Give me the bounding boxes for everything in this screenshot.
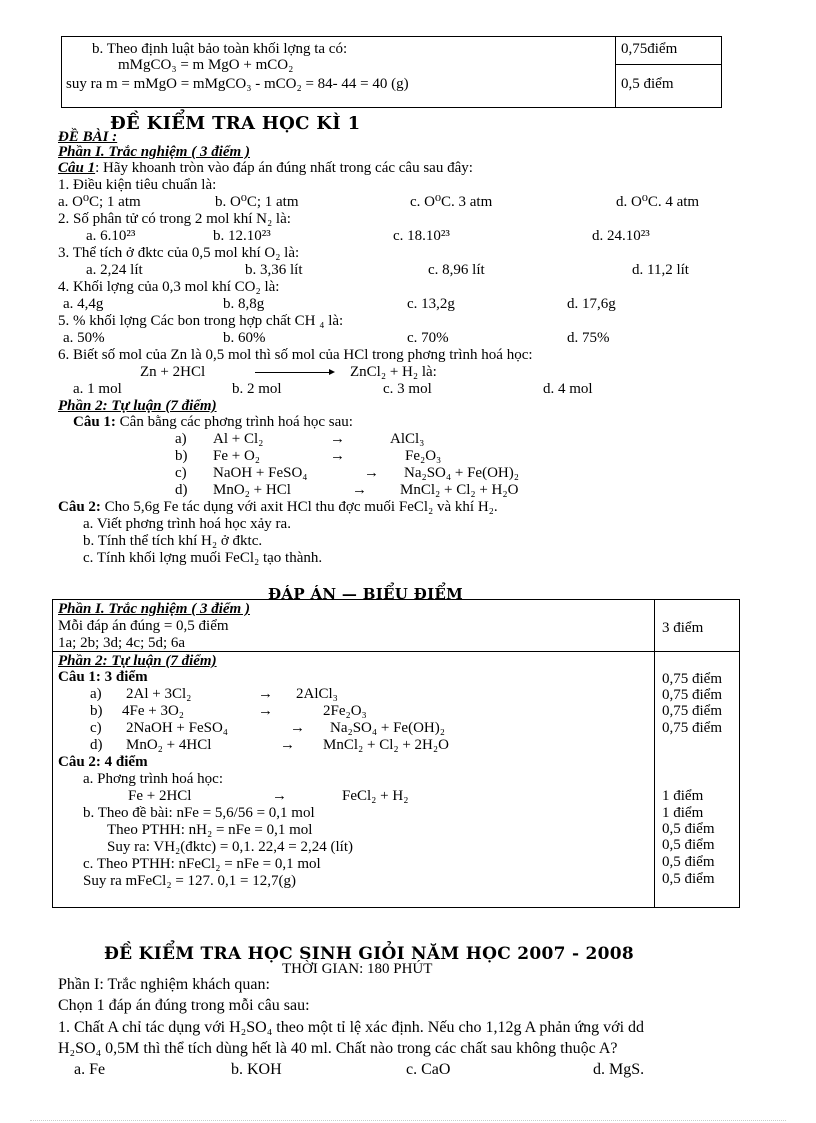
q6-equation-right: ZnCl₂ + H₂ là: [350, 364, 437, 380]
exam1-de-bai: ĐỀ BÀI : [58, 129, 118, 145]
exam2-part1: Phần I: Trắc nghiệm khách quan: [58, 976, 270, 993]
ak-c2-a: a. Phơng trình hoá học: [83, 771, 223, 787]
q4-option-d: d. 17,6g [567, 296, 616, 312]
eq-d-lhs: MnO₂ + HCl [213, 482, 291, 498]
answer-key-divider [654, 599, 655, 907]
q1-option-a: a. O⁰C; 1 atm [58, 194, 141, 210]
ak-c2-b3: Suy ra: VH₂(đktc) = 0,1. 22,4 = 2,24 (lít) [107, 839, 354, 855]
q2-option-c: c. 18.10²³ [393, 228, 450, 244]
ak-part1-line2: 1a; 2b; 3d; 4c; 5d; 6a [58, 635, 186, 651]
ak-c1b-rhs: 2Fe₂O₃ [323, 703, 367, 719]
q2-option-a: a. 6.10²³ [86, 228, 136, 244]
eq-a-label: a) [175, 431, 187, 447]
q5-option-d: d. 75% [567, 330, 610, 346]
q6-equation-left: Zn + 2HCl [140, 364, 206, 380]
q1-text: 1. Điều kiện tiêu chuẩn là: [58, 177, 217, 193]
answer-key-title: ĐÁP ÁN — BIỂU ĐIỂM [268, 585, 464, 603]
q2-text: 2. Số phân tử có trong 2 mol khí N₂ là: [58, 211, 291, 227]
ak-c1a-rhs: 2AlCl₃ [296, 686, 338, 702]
exam2-q1-line2: H₂SO₄ 0,5M thì thể tích dùng hết là 40 ml. Chất nào trong các chất sau không thuộc A? [58, 1040, 618, 1057]
ak-c1d-rhs: MnCl₂ + Cl₂ + 2H₂O [323, 737, 449, 753]
eq-c-rhs: Na₂SO₄ + Fe(OH)₂ [404, 465, 519, 481]
ak-c2-eq-lhs: Fe + 2HCl [128, 788, 192, 804]
exam1-part2-heading: Phần 2: Tự luận (7 điểm) [58, 398, 217, 414]
ak-c1d-score: 0,75 điểm [662, 720, 722, 736]
q3-text: 3. Thể tích ở đktc của 0,5 mol khí O₂ là: [58, 245, 300, 261]
top-row1-text: b. Theo định luật bảo toàn khối lợng ta có: [92, 41, 348, 57]
eq-b-arrow: → [330, 448, 345, 464]
eq-c-lhs: NaOH + FeSO₄ [213, 465, 308, 481]
q4-text: 4. Khối lợng của 0,3 mol khí CO₂ là: [58, 279, 280, 295]
cau1-label: Câu 1 [58, 160, 96, 176]
ak-c2-b1-score: 1 điểm [662, 805, 704, 821]
ak-c2-eq-rhs: FeCl₂ + H₂ [342, 788, 409, 804]
ak-part1-heading: Phần I. Trắc nghiệm ( 3 điểm ) [58, 601, 250, 617]
ak-c1d-arrow: → [280, 737, 295, 753]
eq-c-arrow: → [364, 465, 379, 481]
top-row2-text: suy ra m = mMgO = mMgCO₃ - mCO₂ = 84- 44 = 40 (g) [66, 76, 409, 92]
exam2-option-d: d. MgS. [593, 1061, 645, 1078]
ak-c1b-lhs: 4Fe + 3O₂ [122, 703, 185, 719]
q6-option-a: a. 1 mol [73, 381, 122, 397]
exam2-instruction: Chọn 1 đáp án đúng trong mỗi câu sau: [58, 997, 310, 1014]
ak-c1a-label: a) [90, 686, 102, 702]
ak-c1-heading: Câu 1: 3 điểm [58, 669, 148, 685]
essay-cau1-text: Cân bằng các phơng trình hoá học sau: [115, 414, 353, 430]
eq-a-lhs: Al + Cl₂ [213, 431, 264, 447]
q6-arrow [255, 372, 333, 373]
ak-part1-line1: Mỗi đáp án đúng = 0,5 điểm [58, 618, 229, 634]
exam2-option-c: c. CaO [406, 1061, 451, 1078]
ak-c1d-lhs: MnO₂ + 4HCl [126, 737, 212, 753]
q1-option-b: b. O⁰C; 1 atm [215, 194, 299, 210]
ak-c2-eq-arrow: → [272, 788, 287, 804]
essay-cau1-label: Câu 1: [73, 414, 116, 430]
eq-d-arrow: → [352, 482, 367, 498]
ak-c1c-score: 0,75 điểm [662, 703, 722, 719]
q3-option-a: a. 2,24 lít [86, 262, 143, 278]
cau1-text: : Hãy khoanh tròn vào đáp án đúng nhất trong các câu sau đây: [95, 160, 473, 176]
exam2-title: ĐỀ KIỂM TRA HỌC SINH GIỎI NĂM HỌC 2007 - 2008 [104, 944, 635, 964]
q3-option-b: b. 3,36 lít [245, 262, 303, 278]
answer-key-row-divider [52, 651, 739, 652]
exam2-option-b: b. KOH [231, 1061, 282, 1078]
page-bottom-border [30, 1120, 786, 1121]
ak-c1a-lhs: 2Al + 3Cl₂ [126, 686, 192, 702]
ak-c2-c1-score: 0,5 điểm [662, 854, 715, 870]
q2-option-d: d. 24.10²³ [592, 228, 650, 244]
exam1-essay-cau1 [73, 415, 353, 430]
q5-option-b: b. 60% [223, 330, 266, 346]
ak-c2-b2-score: 0,5 điểm [662, 821, 715, 837]
q3-option-c: c. 8,96 lít [428, 262, 485, 278]
q5-text: 5. % khối lợng Các bon trong hợp chất CH ₄ là: [58, 313, 344, 329]
q5-option-c: c. 70% [407, 330, 449, 346]
eq-c-label: c) [175, 465, 187, 481]
ak-c2-c1: c. Theo PTHH: nFeCl₂ = nFe = 0,1 mol [83, 856, 321, 872]
top-row1-score: 0,75điểm [621, 41, 678, 57]
q6-text: 6. Biết số mol của Zn là 0,5 mol thì số mol của HCl trong phơng trình hoá học: [58, 347, 533, 363]
ak-c1b-arrow: → [258, 703, 273, 719]
ak-c1c-label: c) [90, 720, 102, 736]
eq-a-rhs: AlCl₃ [390, 431, 425, 447]
ak-c2-eq-score: 1 điểm [662, 788, 704, 804]
q6-option-b: b. 2 mol [232, 381, 282, 397]
ak-c2-b2: Theo PTHH: nH₂ = nFe = 0,1 mol [107, 822, 313, 838]
exam2-option-a: a. Fe [74, 1061, 106, 1078]
exam2-time: THỜI GIAN: 180 PHÚT [282, 961, 433, 977]
ak-c1b-score: 0,75 điểm [662, 687, 722, 703]
ak-c1c-rhs: Na₂SO₄ + Fe(OH)₂ [330, 720, 445, 736]
ak-c1c-lhs: 2NaOH + FeSO₄ [126, 720, 229, 736]
cau2-item-b: b. Tính thể tích khí H₂ ở đktc. [83, 533, 263, 549]
ak-c2-b3-score: 0,5 điểm [662, 837, 715, 853]
q5-option-a: a. 50% [63, 330, 105, 346]
ak-c1d-label: d) [90, 737, 103, 753]
cau2-item-a: a. Viết phơng trình hoá học xảy ra. [83, 516, 291, 532]
eq-a-arrow: → [330, 431, 345, 447]
ak-c1a-arrow: → [258, 686, 273, 702]
q1-option-c: c. O⁰C. 3 atm [410, 194, 493, 210]
essay-cau2-label: Câu 2: [58, 499, 101, 515]
q3-option-d: d. 11,2 lít [632, 262, 689, 278]
eq-d-label: d) [175, 482, 188, 498]
q6-option-c: c. 3 mol [383, 381, 432, 397]
exam2-q1-line1: 1. Chất A chỉ tác dụng với H₂SO₄ theo một tỉ lệ xác định. Nếu cho 1,12g A phản ứng với dd [58, 1019, 645, 1036]
exam1-part1-heading: Phần I. Trắc nghiệm ( 3 điểm ) [58, 144, 250, 160]
q4-option-b: b. 8,8g [223, 296, 265, 312]
top-table-row-divider [615, 64, 721, 65]
q4-option-a: a. 4,4g [63, 296, 104, 312]
ak-c2-b1: b. Theo đề bài: nFe = 5,6/56 = 0,1 mol [83, 805, 315, 821]
eq-b-label: b) [175, 448, 188, 464]
ak-c1c-arrow: → [290, 720, 305, 736]
ak-c2-c2-score: 0,5 điểm [662, 871, 715, 887]
top-row2-score: 0,5 điểm [621, 76, 674, 92]
exam1-title: ĐỀ KIỂM TRA HỌC KÌ 1 [110, 113, 361, 134]
top-row1-equation: mMgCO₃ = m MgO + mCO₂ [118, 57, 294, 73]
eq-b-lhs: Fe + O₂ [213, 448, 261, 464]
ak-c2-heading: Câu 2: 4 điểm [58, 754, 148, 770]
cau2-item-c: c. Tính khối lợng muối FeCl₂ tạo thành. [83, 550, 323, 566]
ak-part2-heading: Phần 2: Tự luận (7 điểm) [58, 653, 217, 669]
q1-option-d: d. O⁰C. 4 atm [616, 194, 700, 210]
eq-b-rhs: Fe₂O₃ [405, 448, 442, 464]
q6-arrow-head [329, 369, 335, 375]
essay-cau2-text: Cho 5,6g Fe tác dụng với axit HCl thu đợc muối FeCl₂ và khí H₂. [100, 499, 498, 515]
q4-option-c: c. 13,2g [407, 296, 455, 312]
ak-c1b-label: b) [90, 703, 103, 719]
eq-d-rhs: MnCl₂ + Cl₂ + H₂O [400, 482, 519, 498]
exam1-cau1-instruction [58, 161, 473, 176]
q6-option-d: d. 4 mol [543, 381, 593, 397]
ak-c2-c2: Suy ra mFeCl₂ = 127. 0,1 = 12,7(g) [83, 873, 296, 889]
ak-part1-score: 3 điểm [662, 620, 704, 636]
top-table-divider [615, 36, 616, 107]
q2-option-b: b. 12.10²³ [213, 228, 271, 244]
exam1-essay-cau2 [58, 500, 498, 515]
ak-c1a-score: 0,75 điểm [662, 671, 722, 687]
